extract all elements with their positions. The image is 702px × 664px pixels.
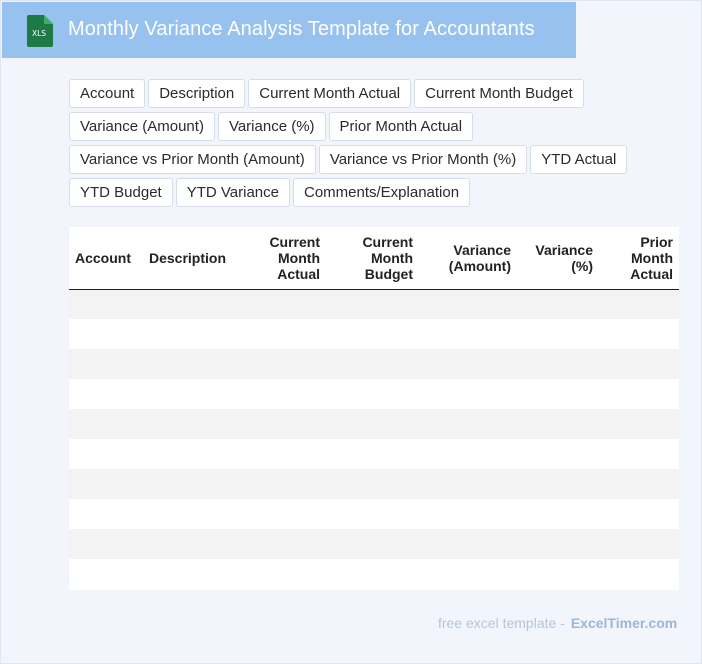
table-cell[interactable] [69,409,143,439]
table-cell[interactable] [69,529,143,559]
field-chip-list [69,79,639,207]
table-row [69,559,679,589]
field-chip[interactable]: Variance vs Prior Month (%) [319,145,527,174]
field-chip[interactable]: Prior Month Actual [329,112,474,141]
table-cell[interactable] [419,379,517,409]
table-cell[interactable] [326,289,419,319]
table-cell[interactable] [143,499,233,529]
table-cell[interactable] [326,439,419,469]
table-cell[interactable] [599,349,679,379]
table-cell[interactable] [326,529,419,559]
table-cell[interactable] [599,499,679,529]
column-header: Prior Month Actual [599,227,679,289]
field-chip[interactable]: YTD Variance [176,178,290,207]
column-header: Account [69,227,143,289]
table-cell[interactable] [143,349,233,379]
table-cell[interactable] [599,439,679,469]
table-cell[interactable] [599,409,679,439]
table-cell[interactable] [517,289,599,319]
table-cell[interactable] [419,469,517,499]
table-row [69,529,679,559]
table-header-row [69,227,679,289]
table-cell[interactable] [143,439,233,469]
field-chip[interactable]: YTD Budget [69,178,173,207]
table-row [69,379,679,409]
column-header: Variance (%) [517,227,599,289]
table-row [69,409,679,439]
table-cell[interactable] [143,319,233,349]
table-cell[interactable] [419,289,517,319]
table-cell[interactable] [599,469,679,499]
table-cell[interactable] [599,379,679,409]
field-chip[interactable]: Description [148,79,245,108]
table-cell[interactable] [517,529,599,559]
table-cell[interactable] [326,349,419,379]
column-header: Current Month Budget [326,227,419,289]
title-banner [2,2,576,58]
table-cell[interactable] [599,559,679,589]
table-cell[interactable] [419,439,517,469]
table-cell[interactable] [419,499,517,529]
table-cell[interactable] [143,379,233,409]
column-header: Variance (Amount) [419,227,517,289]
page-title: Monthly Variance Analysis Template for Accountants [68,18,535,40]
table-cell[interactable] [233,409,326,439]
table-cell[interactable] [517,439,599,469]
table-cell[interactable] [326,499,419,529]
table-cell[interactable] [233,559,326,589]
table-cell[interactable] [599,319,679,349]
field-chip[interactable]: Comments/Explanation [293,178,470,207]
table-cell[interactable] [419,529,517,559]
table-row [69,319,679,349]
field-chip[interactable]: Account [69,79,145,108]
field-chip[interactable]: Variance (%) [218,112,326,141]
table-cell[interactable] [233,499,326,529]
table-cell[interactable] [517,409,599,439]
table-cell[interactable] [517,379,599,409]
table-cell[interactable] [517,349,599,379]
table-row [69,439,679,469]
table-cell[interactable] [326,469,419,499]
field-chip[interactable]: Variance (Amount) [69,112,215,141]
field-chip[interactable]: YTD Actual [530,145,627,174]
xls-icon-text: XLS [31,29,47,38]
table-cell[interactable] [69,559,143,589]
table-body [69,289,679,589]
table-cell[interactable] [69,499,143,529]
table-row [69,499,679,529]
table-cell[interactable] [599,529,679,559]
table-cell[interactable] [599,289,679,319]
footer-brand-link[interactable]: ExcelTimer.com [570,615,678,631]
field-chip[interactable]: Current Month Budget [414,79,584,108]
table-cell[interactable] [326,379,419,409]
table-cell[interactable] [419,319,517,349]
table-cell[interactable] [233,379,326,409]
field-chip[interactable]: Variance vs Prior Month (Amount) [69,145,316,174]
table-cell[interactable] [233,439,326,469]
table-cell[interactable] [326,319,419,349]
table-cell[interactable] [517,469,599,499]
table-row [69,289,679,319]
table-cell[interactable] [69,349,143,379]
footer-text: free excel template - [438,615,565,631]
table-cell[interactable] [326,409,419,439]
variance-table-container [69,227,679,590]
table-cell[interactable] [419,349,517,379]
table-cell[interactable] [69,319,143,349]
table-cell[interactable] [517,319,599,349]
field-chip[interactable]: Current Month Actual [248,79,411,108]
column-header: Current Month Actual [233,227,326,289]
table-cell[interactable] [233,289,326,319]
table-cell[interactable] [233,349,326,379]
table-cell[interactable] [233,319,326,349]
table-cell[interactable] [69,439,143,469]
table-cell[interactable] [69,289,143,319]
table-cell[interactable] [233,469,326,499]
column-header: Description [143,227,233,289]
table-cell[interactable] [419,559,517,589]
table-cell[interactable] [143,469,233,499]
footer-credit [438,615,677,631]
table-cell[interactable] [326,559,419,589]
xls-file-icon [25,15,53,47]
table-cell[interactable] [419,409,517,439]
table-cell[interactable] [233,529,326,559]
table-row [69,469,679,499]
table-cell[interactable] [69,469,143,499]
table-cell[interactable] [517,559,599,589]
table-cell[interactable] [69,379,143,409]
variance-table [69,227,679,589]
table-cell[interactable] [143,289,233,319]
table-cell[interactable] [143,409,233,439]
table-cell[interactable] [517,499,599,529]
table-cell[interactable] [143,529,233,559]
table-row [69,349,679,379]
table-cell[interactable] [143,559,233,589]
